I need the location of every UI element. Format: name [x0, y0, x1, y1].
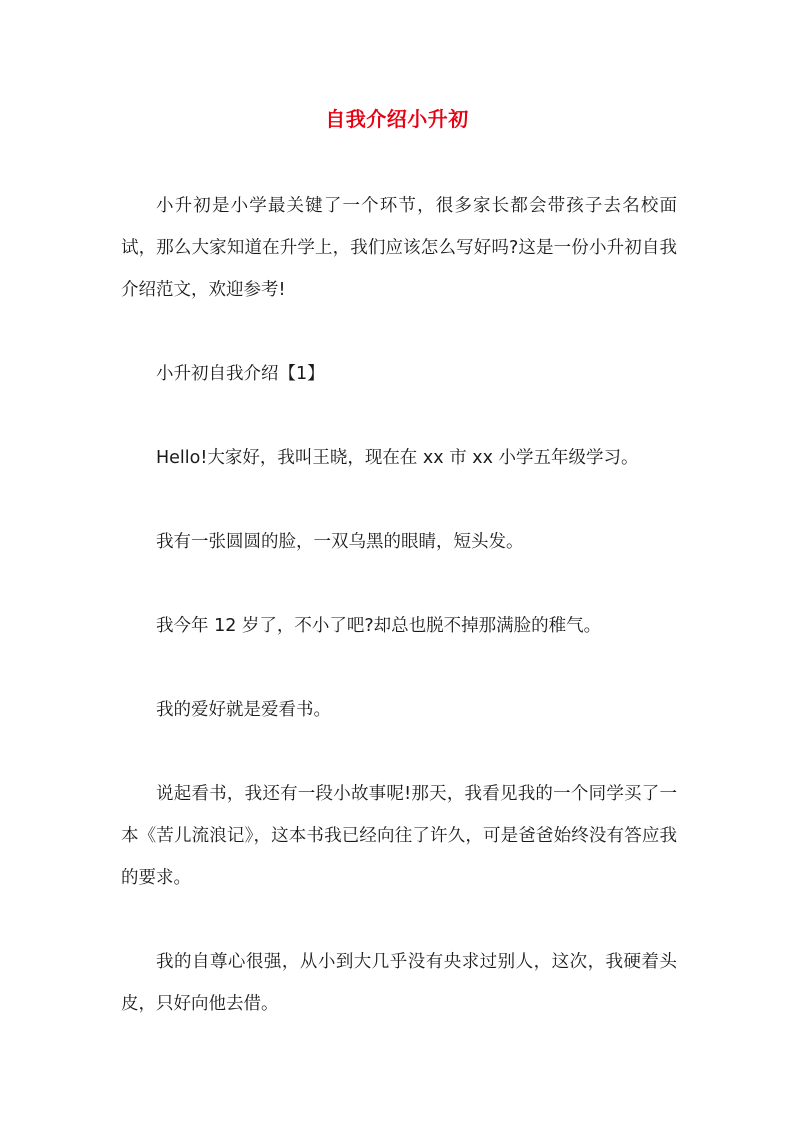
paragraph-intro: 小升初是小学最关键了一个环节，很多家长都会带孩子去名校面试，那么大家知道在升学上，我们应该怎么写好吗?这是一份小升初自我介绍范文，欢迎参考! [121, 196, 677, 300]
paragraph-greeting: Hello!大家好，我叫王晓，现在在 xx 市 xx 小学五年级学习。 [156, 448, 639, 468]
section-heading: 小升初自我介绍【1】 [156, 364, 325, 384]
paragraph-spacer [121, 899, 677, 941]
paragraph-hobby: 我的爱好就是爱看书。 [156, 700, 331, 720]
paragraph-spacer [121, 479, 677, 521]
document-body [121, 185, 677, 1025]
paragraph-age: 我今年 12 岁了，不小了吧?却总也脱不掉那满脸的稚气。 [156, 616, 602, 636]
paragraph-spacer [121, 311, 677, 353]
document-title: 自我介绍小升初 [325, 107, 469, 131]
paragraph-spacer [121, 563, 677, 605]
paragraph-spacer [121, 731, 677, 773]
paragraph-story: 说起看书，我还有一段小故事呢!那天，我看见我的一个同学买了一本《苦儿流浪记》，这本书我已经向往了许久，可是爸爸始终没有答应我的要求。 [121, 784, 677, 888]
paragraph-spacer [121, 395, 677, 437]
paragraph-borrow: 我的自尊心很强，从小到大几乎没有央求过别人，这次，我硬着头皮，只好向他去借。 [121, 952, 677, 1014]
paragraph-spacer [121, 647, 677, 689]
paragraph-appearance: 我有一张圆圆的脸，一双乌黑的眼睛，短头发。 [156, 532, 524, 552]
